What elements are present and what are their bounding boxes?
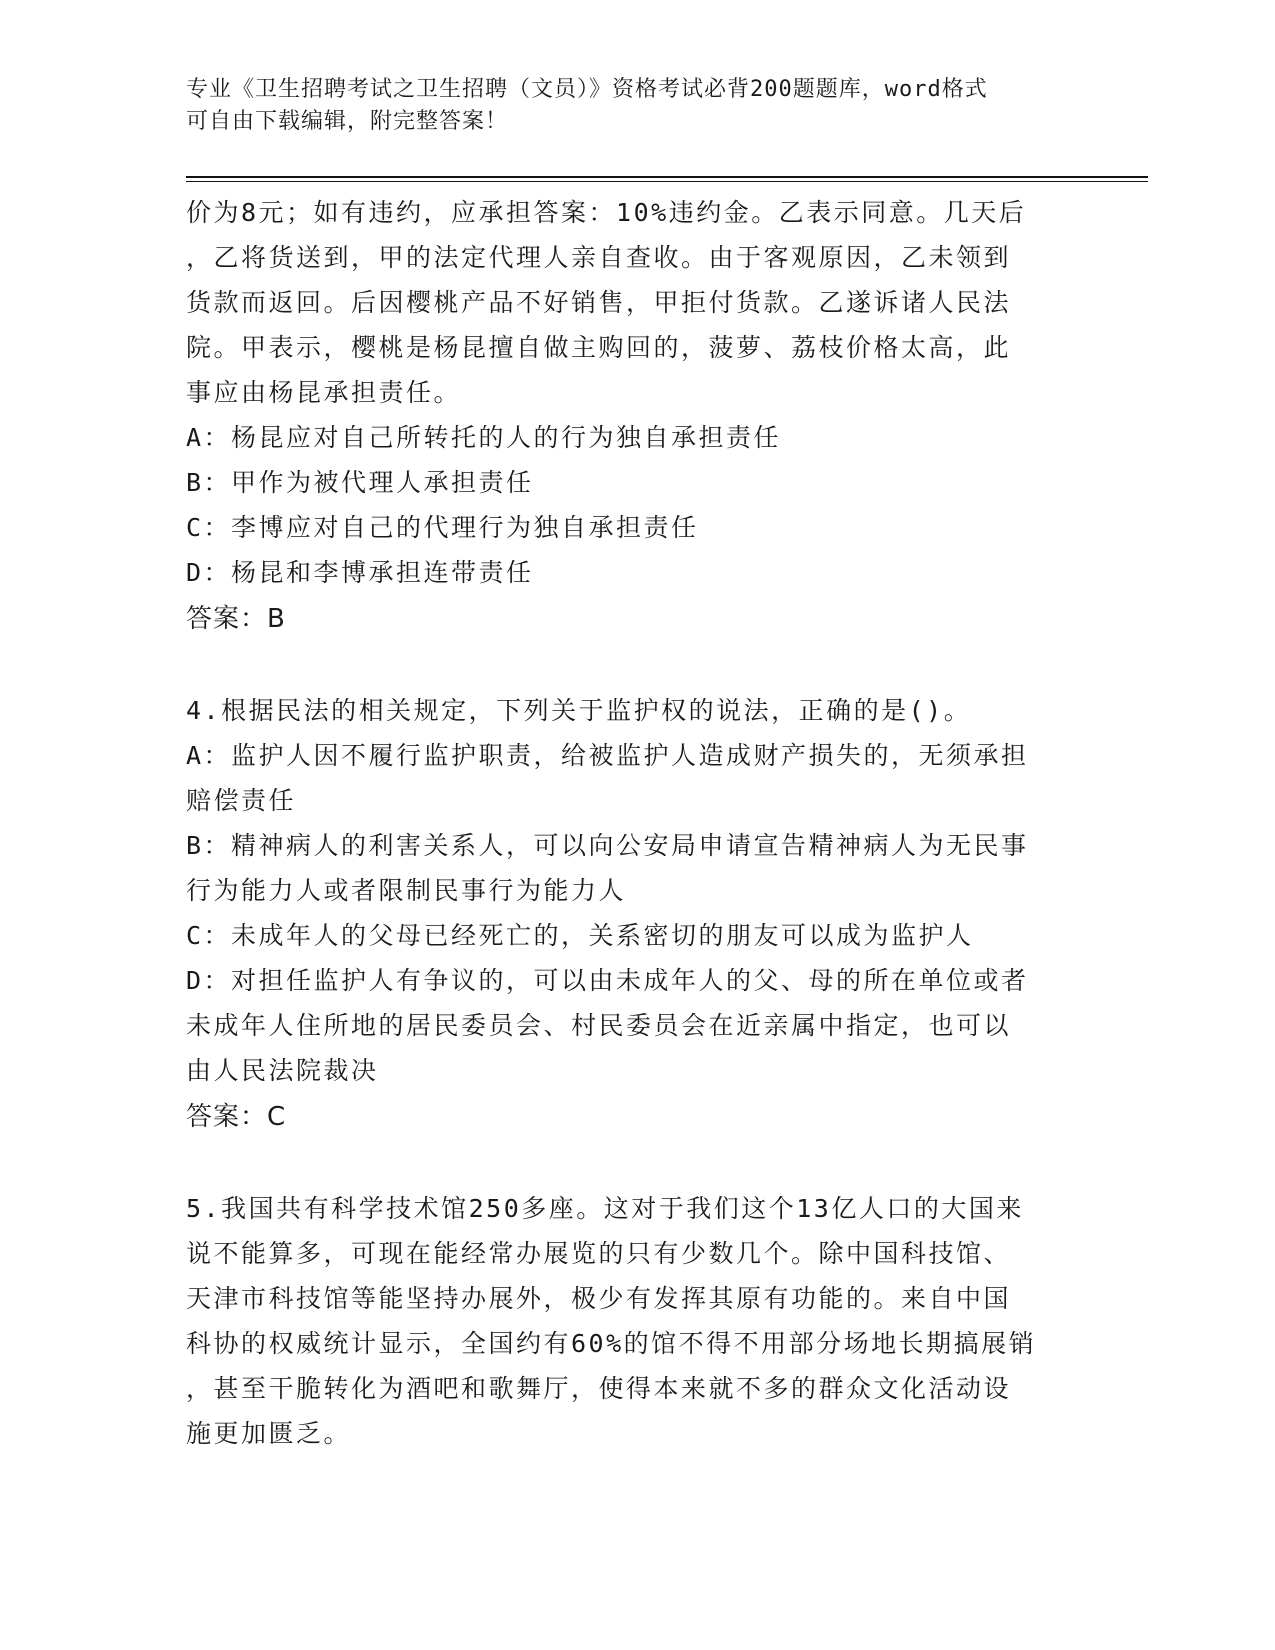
question-3-options: [186, 415, 1186, 595]
option-d-continued: 由人民法院裁决: [186, 1056, 379, 1085]
header-title-line-1: 专业《卫生招聘考试之卫生招聘（文员）》资格考试必背200题题库，word格式: [186, 77, 988, 102]
option-a-continued: 赔偿责任: [186, 786, 297, 815]
option-c: C：李博应对自己的代理行为独自承担责任: [186, 513, 699, 542]
option-b-continued: 行为能力人或者限制民事行为能力人: [186, 876, 627, 905]
paragraph-line: 施更加匮乏。: [186, 1419, 352, 1448]
page-header: [186, 74, 1066, 138]
option-a: A：监护人因不履行监护职责，给被监护人造成财产损失的，无须承担: [186, 741, 1029, 770]
option-d: D：杨昆和李博承担连带责任: [186, 558, 534, 587]
header-title-line-2: 可自由下载编辑，附完整答案！: [186, 109, 509, 134]
option-d: D：对担任监护人有争议的，可以由未成年人的父、母的所在单位或者: [186, 966, 1029, 995]
header-divider-thick: [186, 176, 1148, 178]
question-4: [186, 688, 1186, 1093]
paragraph-line: ，乙将货送到，甲的法定代理人亲自查收。由于客观原因，乙未领到: [186, 243, 1012, 272]
paragraph-line: 科协的权威统计显示，全国约有60%的馆不得不用部分场地长期搞展销: [186, 1329, 1037, 1358]
option-b: B：甲作为被代理人承担责任: [186, 468, 534, 497]
paragraph-line: 天津市科技馆等能坚持办展外，极少有发挥其原有功能的。来自中国: [186, 1284, 1012, 1313]
header-divider-thin: [186, 181, 1148, 182]
question-4-stem: 4.根据民法的相关规定，下列关于监护权的说法，正确的是()。: [186, 696, 972, 725]
question-3-answer: 答案：B: [186, 604, 286, 634]
option-a: A：杨昆应对自己所转托的人的行为独自承担责任: [186, 423, 782, 452]
paragraph-line: 院。甲表示，樱桃是杨昆擅自做主购回的，菠萝、荔枝价格太高，此: [186, 333, 1012, 362]
question-5: [186, 1186, 1186, 1456]
option-d-continued: 未成年人住所地的居民委员会、村民委员会在近亲属中指定，也可以: [186, 1011, 1012, 1040]
question-4-answer: 答案：C: [186, 1102, 287, 1132]
paragraph-line: ，甚至干脆转化为酒吧和歌舞厅，使得本来就不多的群众文化活动设: [186, 1374, 1012, 1403]
spacer: [186, 643, 1186, 688]
paragraph-line: 价为8元；如有违约，应承担答案：10%违约金。乙表示同意。几天后: [186, 198, 1027, 227]
option-c: C：未成年人的父母已经死亡的，关系密切的朋友可以成为监护人: [186, 921, 974, 950]
spacer: [186, 1141, 1186, 1186]
question-5-stem: 5.我国共有科学技术馆250多座。这对于我们这个13亿人口的大国来: [186, 1194, 1024, 1223]
question-3-stem: [186, 190, 1186, 415]
document-body: [186, 190, 1186, 1456]
paragraph-line: 货款而返回。后因樱桃产品不好销售，甲拒付货款。乙遂诉诸人民法: [186, 288, 1012, 317]
option-b: B：精神病人的利害关系人，可以向公安局申请宣告精神病人为无民事: [186, 831, 1029, 860]
paragraph-line: 事应由杨昆承担责任。: [186, 378, 462, 407]
paragraph-line: 说不能算多，可现在能经常办展览的只有少数几个。除中国科技馆、: [186, 1239, 1012, 1268]
